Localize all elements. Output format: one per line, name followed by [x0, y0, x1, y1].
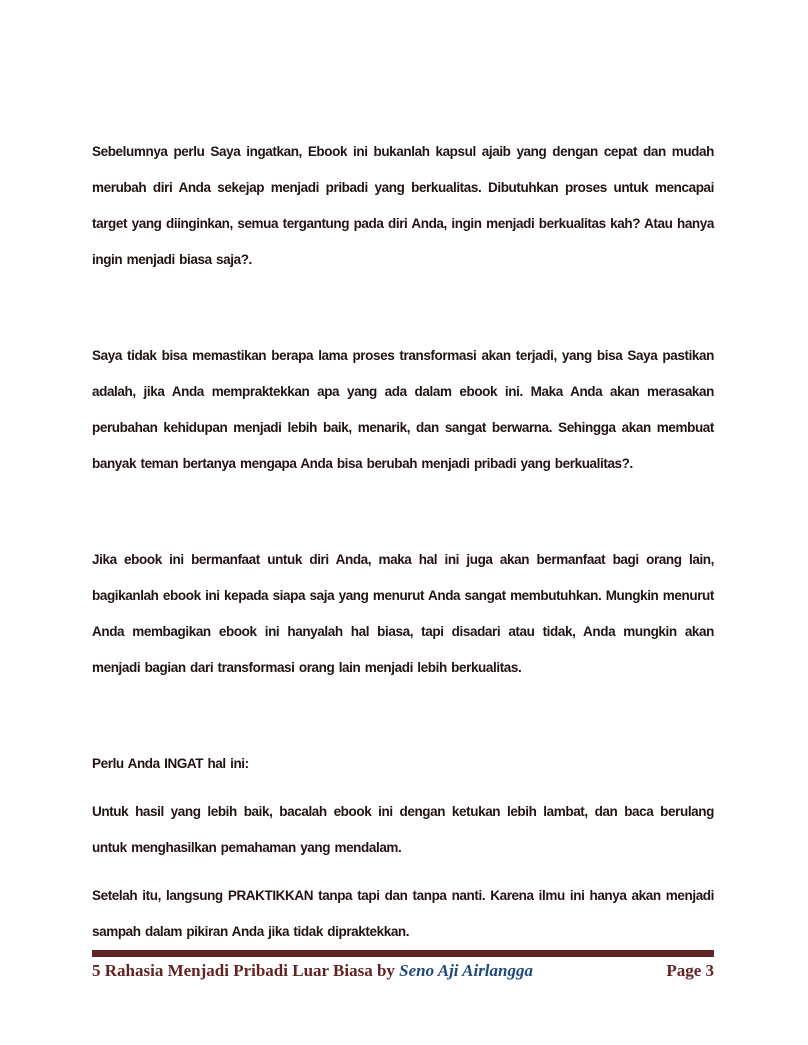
paragraph: Perlu Anda INGAT hal ini: [92, 756, 249, 771]
paragraph: Untuk hasil yang lebih baik, bacalah ebook ini dengan ketukan lebih lambat, dan baca berulang untuk menghasilkan pemahaman yang mendalam. [92, 804, 714, 855]
footer-title [92, 961, 533, 981]
footer-divider [92, 950, 714, 957]
footer-title-prefix: 5 Rahasia Menjadi Pribadi Luar Biasa by [92, 961, 400, 980]
footer-author: Seno Aji Airlangga [399, 961, 533, 980]
body-text-block [92, 134, 714, 950]
paragraph: Setelah itu, langsung PRAKTIKKAN tanpa tapi dan tanpa nanti. Karena ilmu ini hanya akan menjadi sampah dalam pikiran Anda jika tidak dipraktekkan. [92, 888, 714, 939]
footer-row [92, 961, 714, 981]
paragraph: Sebelumnya perlu Saya ingatkan, Ebook ini bukanlah kapsul ajaib yang dengan cepat dan mudah merubah diri Anda sekejap menjadi pribadi yang berkualitas. Dibutuhkan proses untuk mencapai target yang diinginkan, semua tergantung pada diri Anda, ingin menjadi berkualitas kah? Atau hanya ingin menjadi biasa saja?. [92, 144, 714, 267]
paragraph: Saya tidak bisa memastikan berapa lama proses transformasi akan terjadi, yang bisa Saya pastikan adalah, jika Anda mempraktekkan apa yang ada dalam ebook ini. Maka Anda akan merasakan perubahan kehidupan menjadi lebih baik, menarik, dan sangat berwarna. Sehingga akan membuat banyak teman bertanya mengapa Anda bisa berubah menjadi pribadi yang berkualitas?. [92, 348, 714, 471]
page-number: Page 3 [666, 961, 714, 980]
page-footer [92, 950, 714, 981]
paragraph: Jika ebook ini bermanfaat untuk diri Anda, maka hal ini juga akan bermanfaat bagi orang lain, bagikanlah ebook ini kepada siapa saja yang menurut Anda sangat membutuhkan. Mungkin menurut Anda membagikan ebook ini hanyalah hal biasa, tapi disadari atau tidak, Anda mungkin akan menjadi bagian dari transformasi orang lain menjadi lebih berkualitas. [92, 552, 714, 675]
